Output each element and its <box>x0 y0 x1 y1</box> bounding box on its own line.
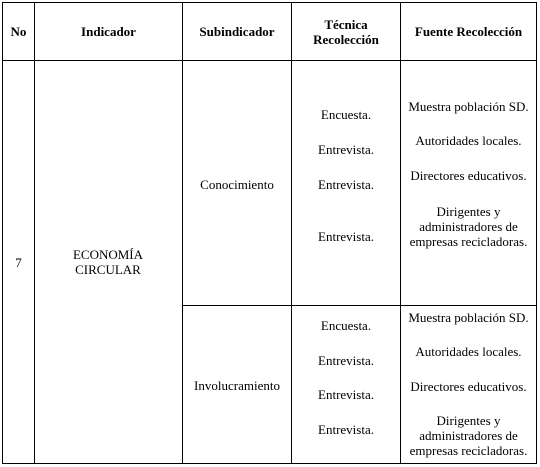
tecnica-item: Entrevista. <box>318 422 374 437</box>
subindicador-conocimiento: Conocimiento <box>200 176 274 192</box>
row-no: 7 <box>15 254 22 270</box>
tecnica-item: Entrevista. <box>318 387 374 402</box>
table-border-right <box>536 2 537 464</box>
header-tecnica: Técnica Recolección <box>313 16 379 47</box>
row-indicador: ECONOMÍA CIRCULAR <box>72 247 144 277</box>
col-divider-4 <box>400 2 401 464</box>
fuente-item: Dirigentes y administradores de empresas recicladoras. <box>409 204 528 249</box>
fuente-item: Autoridades locales. <box>415 133 522 148</box>
tecnica-item: Encuesta. <box>320 318 372 333</box>
header-no: No <box>10 24 27 39</box>
table-border-bottom <box>2 463 537 464</box>
tecnica-item: Entrevista. <box>318 229 374 244</box>
fuente-item: Directores educativos. <box>410 379 527 394</box>
header-subindicador: Subindicador <box>199 24 275 39</box>
group-divider <box>182 305 537 306</box>
fuente-item: Autoridades locales. <box>415 344 522 359</box>
tecnica-item: Encuesta. <box>320 107 372 122</box>
tecnica-item: Entrevista. <box>318 177 374 192</box>
col-divider-1 <box>34 2 35 464</box>
tecnica-item: Entrevista. <box>318 142 374 157</box>
tecnica-item: Entrevista. <box>318 353 374 368</box>
subindicador-involucramiento: Involucramiento <box>194 377 280 393</box>
fuente-item: Muestra población SD. <box>408 99 529 114</box>
data-table <box>2 2 537 464</box>
fuente-item: Directores educativos. <box>410 168 527 183</box>
header-indicador: Indicador <box>81 24 136 39</box>
fuente-item: Dirigentes y administradores de empresas recicladoras. <box>409 413 528 458</box>
header-fuente: Fuente Recolección <box>414 24 523 39</box>
fuente-item: Muestra población SD. <box>408 310 529 325</box>
